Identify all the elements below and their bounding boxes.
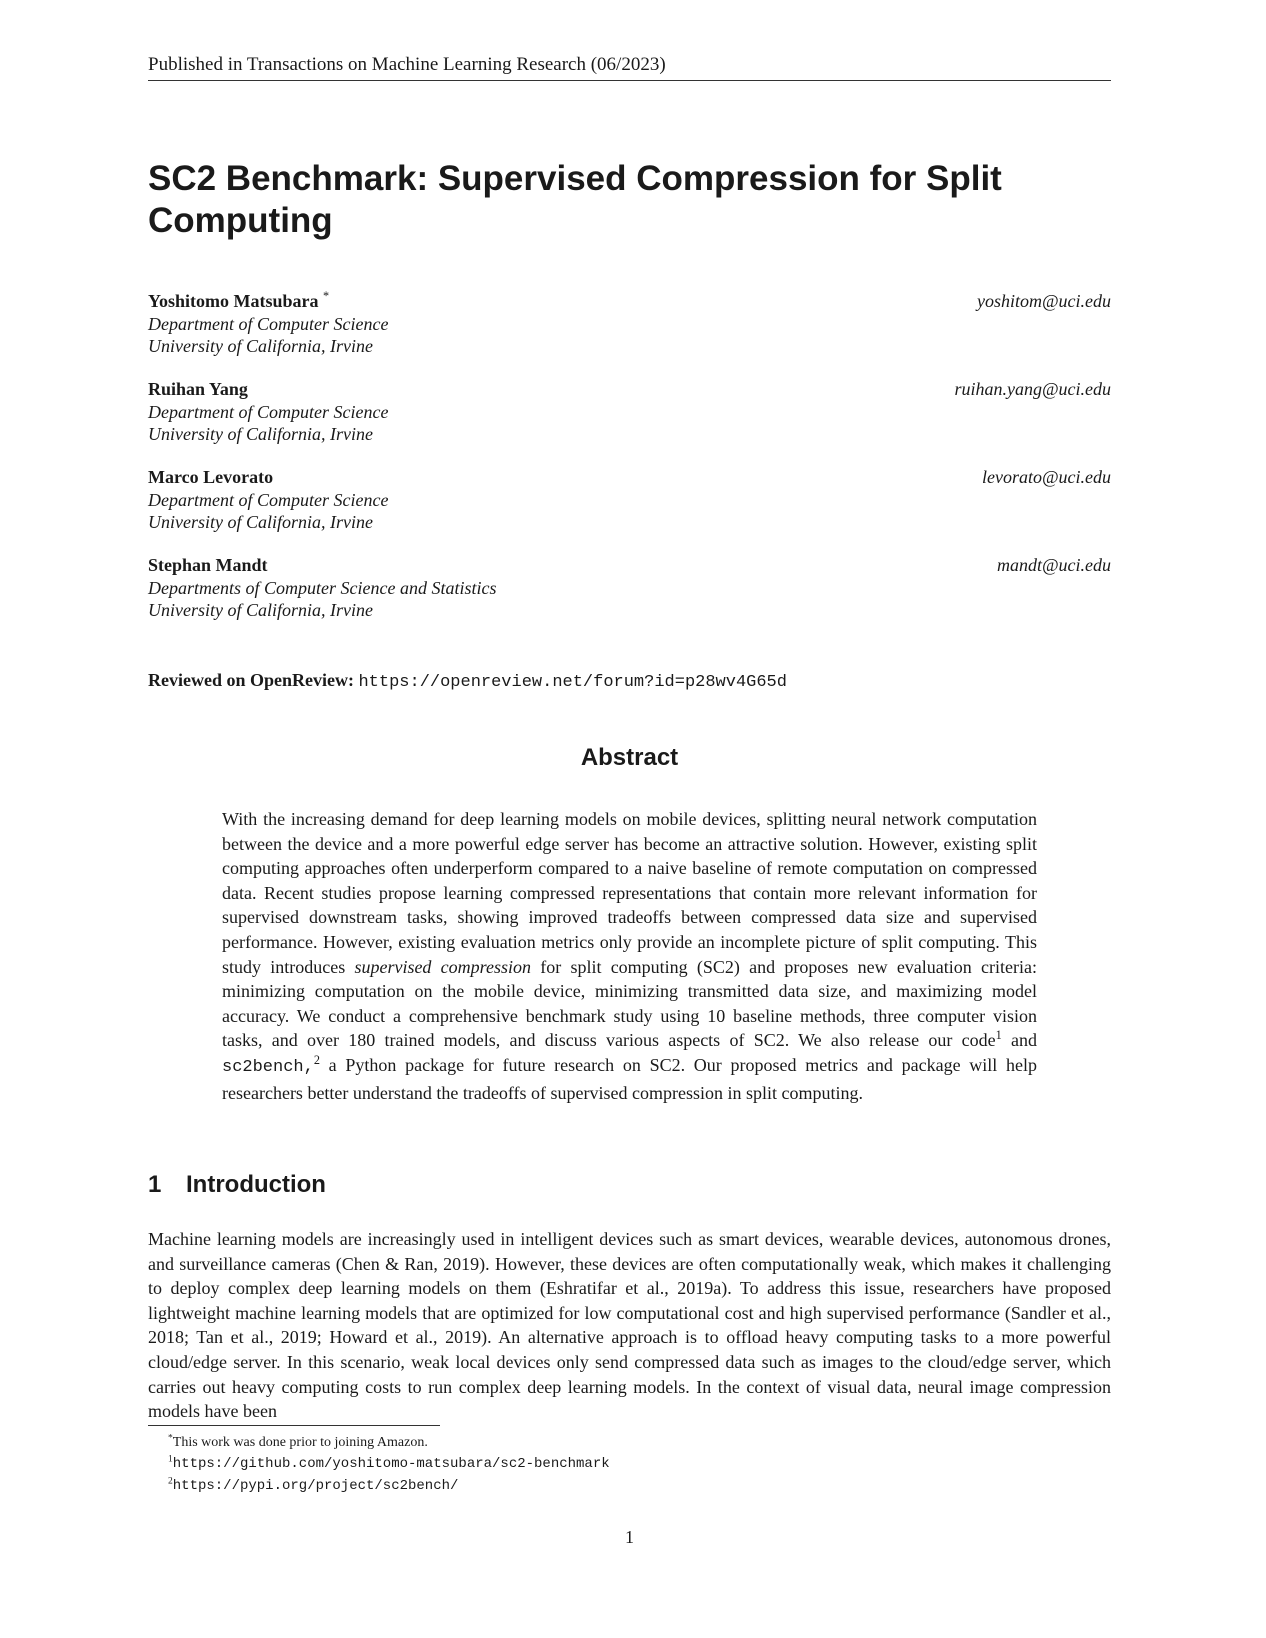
author-email[interactable]: mandt@uci.edu [996, 555, 1111, 575]
author-email[interactable]: yoshitom@uci.edu [976, 291, 1111, 311]
footnote-mark: 2 [168, 1476, 173, 1487]
author-university: University of California, Irvine [148, 512, 373, 532]
author-name: Ruihan Yang [148, 379, 248, 399]
package-name: sc2bench, [222, 1057, 314, 1077]
abstract-text: a Python package for future research on SC2. Our proposed metrics and package will help researchers better understand the tradeoffs of supervised compression in split computing. [222, 1054, 1037, 1103]
footnote-text: This work was done prior to joining Amazon. [172, 1435, 428, 1450]
footnote-ref[interactable]: 2 [313, 1052, 320, 1067]
author-name: Yoshitomo Matsubara [148, 291, 319, 311]
section-heading [148, 1171, 326, 1199]
abstract-emphasis: supervised compression [354, 956, 531, 977]
review-label: Reviewed on OpenReview: [148, 670, 354, 690]
author-email[interactable]: ruihan.yang@uci.edu [954, 379, 1111, 399]
abstract-text: With the increasing demand for deep learning models on mobile devices, splitting neural network computation between the device and a more powerful edge server has become an attractive solution. However, existing split computing approaches often underperform compared to a naive baseline of remote computation on compressed data. Recent studies propose learning compressed representations that contain more relevant information for supervised downstream tasks, showing improved tradeoffs between compressed data size and supervised performance. However, existing evaluation metrics only provide an incomplete picture of split computing. This study introduces [222, 809, 1037, 977]
section-title: Introduction [186, 1171, 326, 1198]
abstract-body [222, 807, 1037, 1105]
author-name: Marco Levorato [148, 467, 274, 487]
running-head: Published in Transactions on Machine Learning Research (06/2023) [148, 54, 1111, 81]
paper-title: SC2 Benchmark: Supervised Compression for Split Computing [148, 159, 1002, 240]
footnote [168, 1432, 1111, 1453]
abstract-heading: Abstract [580, 744, 679, 771]
section-number: 1 [148, 1171, 162, 1198]
author-name: Stephan Mandt [148, 555, 268, 575]
footnote-ref[interactable]: 1 [995, 1028, 1002, 1043]
abstract-text: and [1011, 1030, 1038, 1051]
author-department: Department of Computer Science [148, 489, 389, 510]
author-department: Departments of Computer Science and Statistics [148, 577, 497, 598]
author-department: Department of Computer Science [148, 313, 389, 334]
footnote-mark: * [168, 1433, 173, 1444]
author-block [148, 378, 1111, 446]
author-university: University of California, Irvine [148, 600, 373, 620]
author-block [148, 466, 1111, 534]
author-university: University of California, Irvine [148, 336, 373, 356]
page-number: 1 [625, 1527, 634, 1547]
author-footnote-mark: * [323, 289, 330, 303]
openreview-link[interactable]: https://openreview.net/forum?id=p28wv4G65d [358, 673, 787, 692]
footnote-divider [148, 1425, 440, 1426]
author-block [148, 554, 1111, 622]
review-line [148, 670, 1111, 692]
footnote [168, 1453, 1111, 1475]
footnote [168, 1475, 1111, 1497]
author-department: Department of Computer Science [148, 401, 389, 422]
footnotes [168, 1432, 1111, 1497]
author-university: University of California, Irvine [148, 424, 373, 444]
footnote-link[interactable]: https://github.com/yoshitomo-matsubara/sc2-benchmark [172, 1456, 610, 1472]
footnote-link[interactable]: https://pypi.org/project/sc2bench/ [172, 1478, 459, 1494]
author-email[interactable]: levorato@uci.edu [981, 467, 1111, 487]
introduction-body: Machine learning models are increasingly used in intelligent devices such as smart devices, wearable devices, autonomous drones, and surveillance cameras (Chen & Ran, 2019). However, these devices are often computationally weak, which makes it challenging to deploy complex deep learning models on them (Eshratifar et al., 2019a). To address this issue, researchers have proposed lightweight machine learning models that are optimized for low computational cost and high supervised performance (Sandler et al., 2018; Tan et al., 2019; Howard et al., 2019). An alternative approach is to offload heavy computing tasks to a more powerful cloud/edge server. In this scenario, weak local devices only send compressed data such as images to the cloud/edge server, which carries out heavy computing costs to run complex deep learning models. In the context of visual data, neural image compression models have been [148, 1229, 1111, 1422]
author-block [148, 290, 1111, 358]
abstract-text: for split computing (SC2) and proposes new evaluation criteria: minimizing computation on the mobile device, minimizing transmitted data size, and maximizing model accuracy. We conduct a comprehensive benchmark study using 10 baseline methods, three computer vision tasks, and over 180 trained models, and discuss various aspects of SC2. We also release our code [222, 956, 1037, 1051]
footnote-mark: 1 [168, 1454, 173, 1465]
